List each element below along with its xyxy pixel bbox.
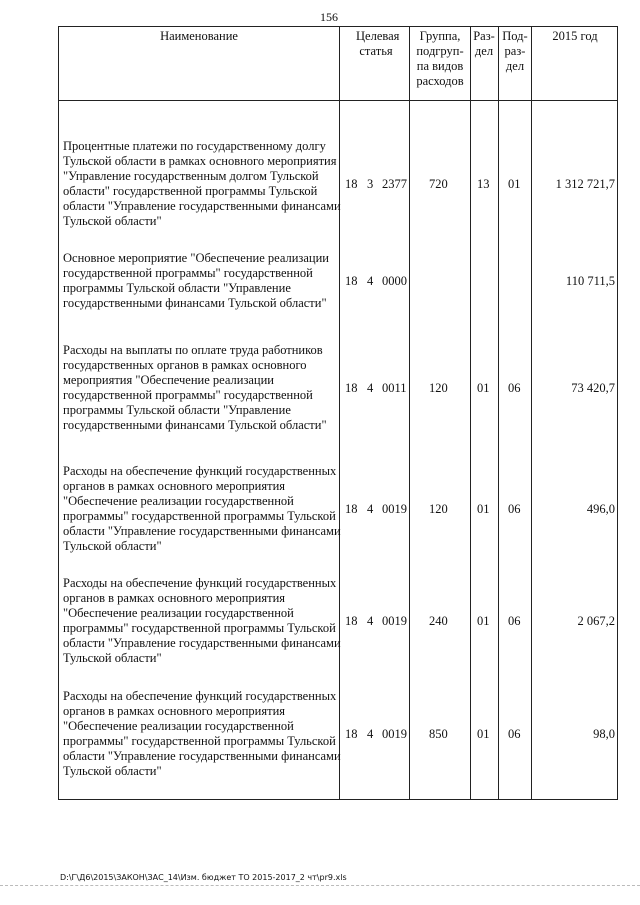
target-code-2: 4 bbox=[367, 614, 374, 628]
header-year: 2015 год bbox=[552, 29, 598, 43]
header-divider bbox=[59, 100, 617, 101]
target-code-1: 18 bbox=[345, 727, 358, 741]
target-code-1: 18 bbox=[345, 177, 358, 191]
target-code-1: 18 bbox=[345, 614, 358, 628]
target-code-2: 3 bbox=[367, 177, 374, 191]
target-code-3: 2377 bbox=[382, 177, 407, 191]
target-code-2: 4 bbox=[367, 274, 374, 288]
page-number: 156 bbox=[320, 10, 338, 24]
group-code: 120 bbox=[429, 381, 448, 395]
target-code-3: 0019 bbox=[382, 502, 407, 516]
group-code: 240 bbox=[429, 614, 448, 628]
row-name: Расходы на выплаты по оплате труда работников государственных органов в рамках основного мероприятия "Обеспечение реализации государственной программы" государственной программы Тульской области "Управление государственными финансами Тульской области" bbox=[63, 343, 327, 432]
target-code-3: 0019 bbox=[382, 727, 407, 741]
header-name: Наименование bbox=[160, 29, 238, 43]
header-subsection: Под-раз-дел bbox=[502, 29, 528, 73]
group-code: 720 bbox=[429, 177, 448, 191]
amount: 98,0 bbox=[593, 727, 615, 741]
scan-edge-line bbox=[0, 885, 640, 886]
target-code-2: 4 bbox=[367, 502, 374, 516]
column-divider bbox=[470, 27, 471, 799]
budget-table bbox=[58, 26, 618, 800]
target-code-3: 0011 bbox=[382, 381, 407, 395]
row-name: Расходы на обеспечение функций государственных органов в рамках основного мероприятия "Обеспечение реализации государственной программы" государственной программы Тульской области "Управление государственными финансами Тульской области" bbox=[63, 576, 341, 665]
section-code: 01 bbox=[477, 381, 490, 395]
section-code: 01 bbox=[477, 727, 490, 741]
section-code: 01 bbox=[477, 614, 490, 628]
target-code-1: 18 bbox=[345, 381, 358, 395]
amount: 110 711,5 bbox=[565, 274, 615, 288]
column-divider bbox=[498, 27, 499, 799]
target-code-3: 0000 bbox=[382, 274, 407, 288]
header-target: Целевая статья bbox=[356, 29, 400, 58]
subsection-code: 06 bbox=[508, 727, 521, 741]
subsection-code: 06 bbox=[508, 502, 521, 516]
subsection-code: 06 bbox=[508, 381, 521, 395]
subsection-code: 06 bbox=[508, 614, 521, 628]
row-name: Расходы на обеспечение функций государственных органов в рамках основного мероприятия "Обеспечение реализации государственной программы" государственной программы Тульской области "Управление государственными финансами Тульской области" bbox=[63, 689, 341, 778]
row-name: Процентные платежи по государственному долгу Тульской области в рамках основного мероприятия "Управление государственным долгом Тульской области" государственной программы Тульской области "Управление государственными финансами Тульской области" bbox=[63, 139, 341, 228]
row-name: Основное мероприятие "Обеспечение реализации государственной программы" государственной программы Тульской области "Управление государственными финансами Тульской области" bbox=[63, 251, 329, 310]
target-code-2: 4 bbox=[367, 727, 374, 741]
target-code-1: 18 bbox=[345, 274, 358, 288]
column-divider bbox=[409, 27, 410, 799]
target-code-2: 4 bbox=[367, 381, 374, 395]
subsection-code: 01 bbox=[508, 177, 521, 191]
section-code: 13 bbox=[477, 177, 490, 191]
target-code-1: 18 bbox=[345, 502, 358, 516]
header-group: Группа, подгруп-па видов расходов bbox=[416, 29, 464, 88]
group-code: 120 bbox=[429, 502, 448, 516]
amount: 496,0 bbox=[586, 502, 615, 516]
target-code-3: 0019 bbox=[382, 614, 407, 628]
file-path-footer: D:\Г\Д6\2015\ЗАКОН\ЗАС_14\Изм. бюджет ТО 2015-2017_2 чт\pr9.xls bbox=[60, 873, 347, 882]
amount: 1 312 721,7 bbox=[555, 177, 615, 191]
section-code: 01 bbox=[477, 502, 490, 516]
amount: 73 420,7 bbox=[571, 381, 615, 395]
column-divider bbox=[531, 27, 532, 799]
header-section: Раз-дел bbox=[473, 29, 495, 58]
row-name: Расходы на обеспечение функций государственных органов в рамках основного мероприятия "Обеспечение реализации государственной программы" государственной программы Тульской области "Управление государственными финансами Тульской области" bbox=[63, 464, 341, 553]
amount: 2 067,2 bbox=[577, 614, 615, 628]
group-code: 850 bbox=[429, 727, 448, 741]
